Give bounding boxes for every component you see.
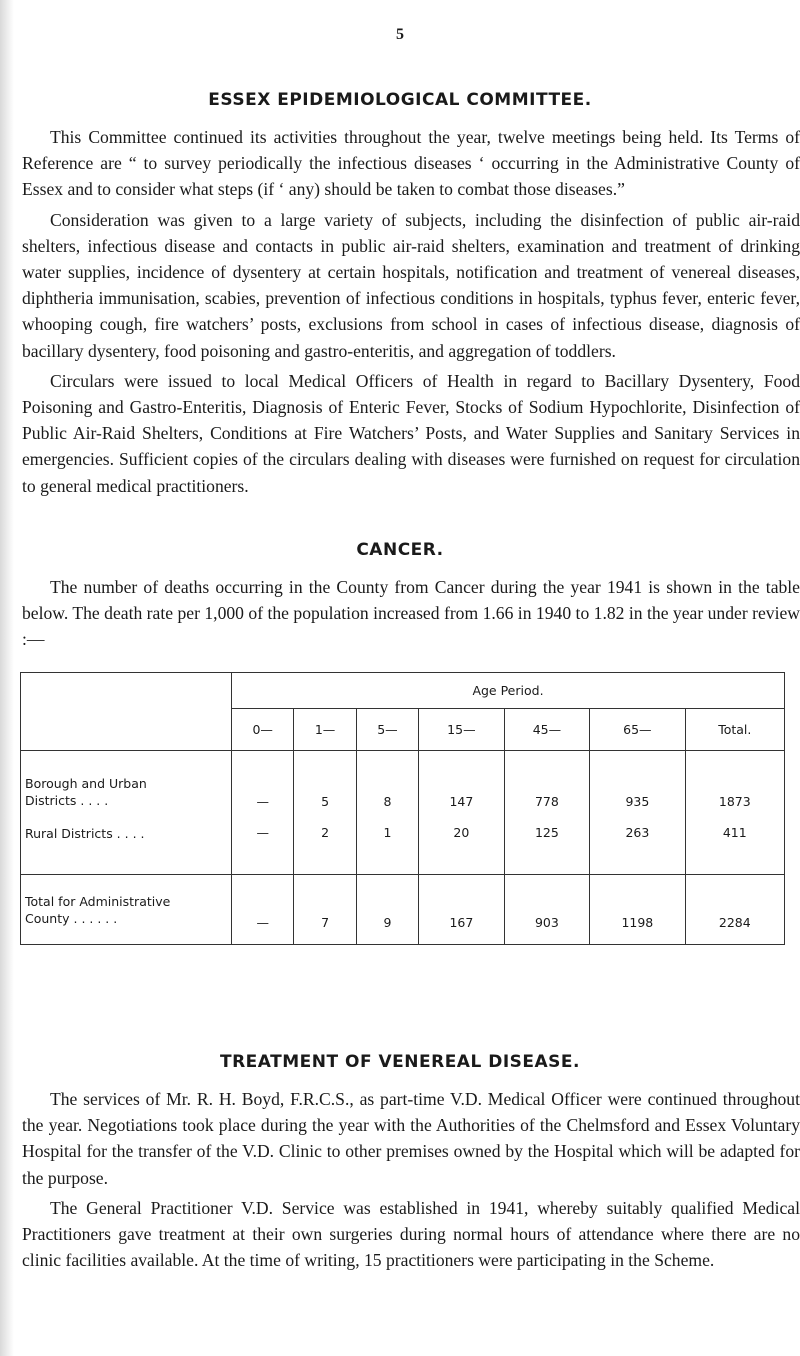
table-cell: 778: [504, 751, 590, 813]
age-period-header: Age Period.: [232, 673, 785, 709]
row-label: Total for Administrative County . . . . . .: [21, 875, 232, 945]
column-header: 15—: [419, 709, 505, 751]
row-label: Borough and Urban Districts . . . .: [21, 751, 232, 813]
table-cell: 5: [294, 751, 356, 813]
table-row-borough-urban: [21, 751, 785, 813]
table-cell: 8: [356, 751, 418, 813]
table-corner-cell: [21, 673, 232, 751]
table-cell: 9: [356, 875, 418, 945]
table-cell: 125: [504, 813, 590, 875]
page-number: 5: [396, 26, 404, 43]
table-cell: 2: [294, 813, 356, 875]
table-cell: 147: [419, 751, 505, 813]
column-header: Total.: [685, 709, 784, 751]
venereal-paragraph-services: The services of Mr. R. H. Boyd, F.R.C.S., as part-time V.D. Medical Officer were continued throughout the year. Negotiations took place during the year with the Authorities of the Chelmsford and Essex Voluntary Hospital for the transfer of the V.D. Clinic to other premises owned by the Hospital which will be adapted for the purpose.: [22, 1089, 800, 1188]
cancer-heading: CANCER.: [356, 540, 444, 560]
table-cell: —: [232, 875, 294, 945]
table-cell: 411: [685, 813, 784, 875]
table-row-total: [21, 875, 785, 945]
table-cell: 1198: [590, 875, 685, 945]
column-header: 1—: [294, 709, 356, 751]
table-cell: 2284: [685, 875, 784, 945]
venereal-paragraph-gp-service: The General Practitioner V.D. Service was established in 1941, whereby suitably qualified Medical Practitioners gave treatment at their own surgeries during normal hours of attendance where there are no clinic facilities available. At the time of writing, 15 practitioners were participating in the Scheme.: [22, 1197, 800, 1271]
table-cell: 935: [590, 751, 685, 813]
committee-paragraph-terms: This Committee continued its activities throughout the year, twelve meetings being held. Its Terms of Reference are “ to survey periodically the infectious diseases ‘ occurring in the Administrative County of Essex and to consider what steps (if ‘ any) should be taken to combat those diseases.”: [22, 127, 800, 200]
committee-paragraph-circulars: Circulars were issued to local Medical Officers of Health in regard to Bacillary Dysentery, Food Poisoning and Gastro-Enteritis, Diagnosis of Enteric Fever, Stocks of Sodium Hypochlorite, Disinfection of Public Air-Raid Shelters, Conditions at Fire Watchers’ Posts, and Water Supplies and Sanitary Services in emergencies. Sufficient copies of the circulars dealing with diseases were furnished on request for circulation to general medical practitioners.: [22, 370, 800, 496]
table-cell: —: [232, 751, 294, 813]
committee-heading: ESSEX EPIDEMIOLOGICAL COMMITTEE.: [208, 90, 592, 110]
committee-section: [22, 124, 800, 499]
column-header: 65—: [590, 709, 685, 751]
page-binding-edge: [0, 0, 14, 1356]
cancer-deaths-table-wrapper: [20, 672, 785, 945]
venereal-heading: TREATMENT OF VENEREAL DISEASE.: [220, 1052, 580, 1072]
venereal-section: [22, 1086, 800, 1273]
table-cell: 263: [590, 813, 685, 875]
table-cell: 7: [294, 875, 356, 945]
table-cell: —: [232, 813, 294, 875]
table-cell: 20: [419, 813, 505, 875]
table-cell: 167: [419, 875, 505, 945]
cancer-deaths-table: [20, 672, 785, 945]
table-cell: 1: [356, 813, 418, 875]
column-header: 5—: [356, 709, 418, 751]
cancer-section: [22, 574, 800, 653]
row-label: Rural Districts . . . .: [21, 813, 232, 875]
table-group-header-row: [21, 673, 785, 709]
column-header: 45—: [504, 709, 590, 751]
committee-paragraph-subjects: Consideration was given to a large variety of subjects, including the disinfection of public air-raid shelters, infectious disease and contacts in public air-raid shelters, examination and treatment of drinking water supplies, incidence of dysentery at certain hospitals, notification and treatment of venereal diseases, diphtheria immunisation, scabies, prevention of infectious conditions in hospitals, typhus fever, enteric fever, whooping cough, fire watchers’ posts, exclusions from school in cases of infectious disease, diagnosis of bacillary dysentery, food poisoning and gastro-enteritis, and aggregation of toddlers.: [22, 209, 800, 361]
cancer-paragraph: The number of deaths occurring in the County from Cancer during the year 1941 is shown in the table below. The death rate per 1,000 of the population increased from 1.66 in 1940 to 1.82 in the year under review :—: [22, 577, 800, 650]
table-row-rural: [21, 813, 785, 875]
column-header: 0—: [232, 709, 294, 751]
table-cell: 1873: [685, 751, 784, 813]
table-cell: 903: [504, 875, 590, 945]
